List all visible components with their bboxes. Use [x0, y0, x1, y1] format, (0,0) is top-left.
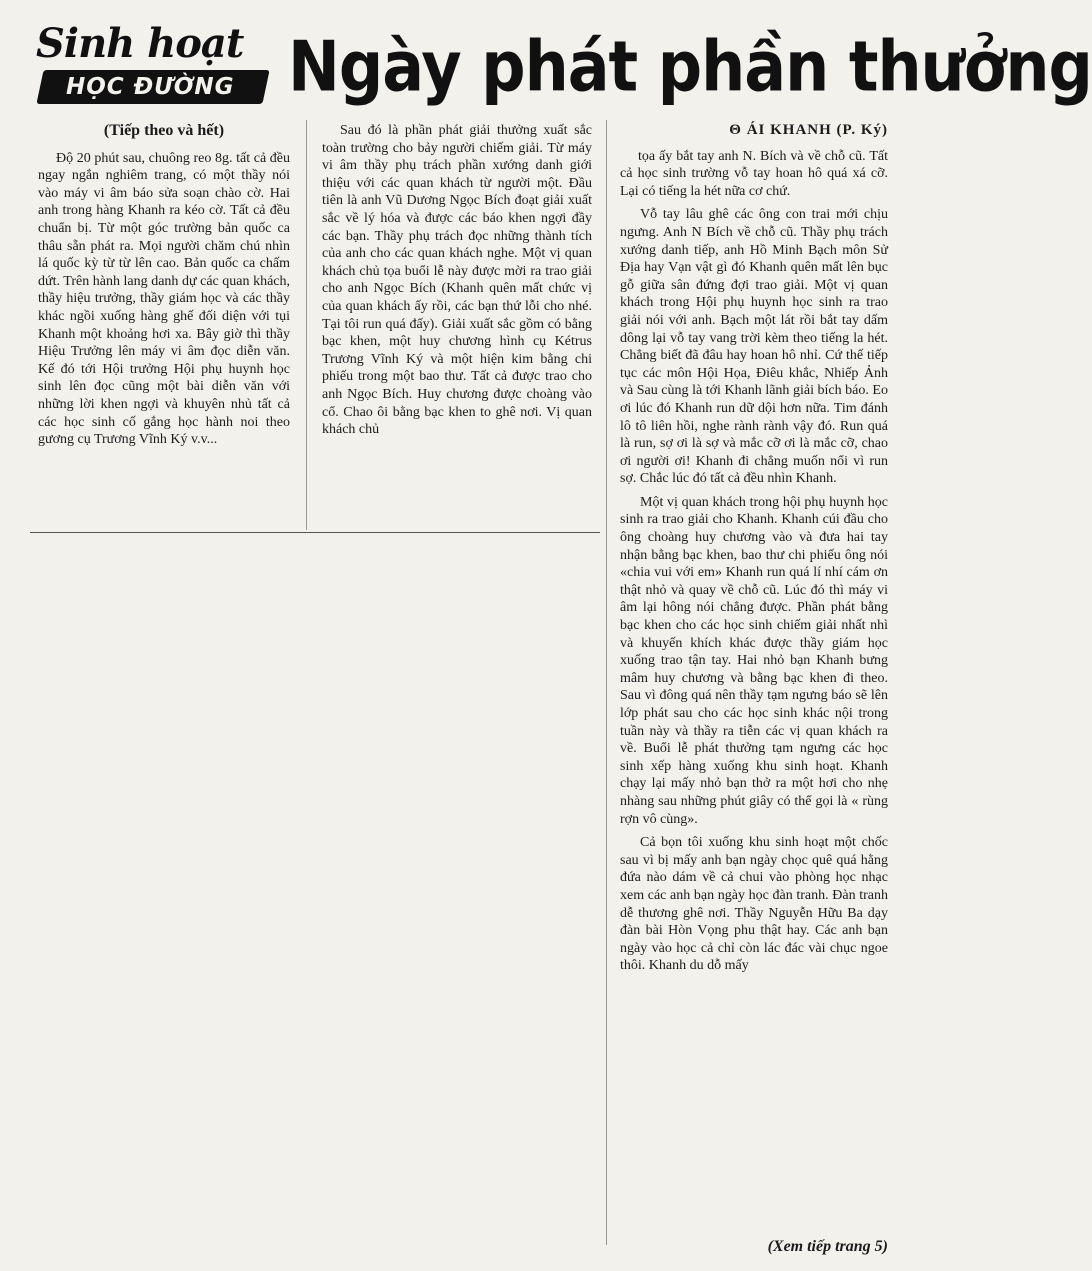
- column3-paragraph-4: Cả bọn tôi xuống khu sinh hoạt một chốc sau vì bị mấy anh bạn ngày chọc quê quá hằng đứa nào dám về cả chui vào phòng học nhạc xem các anh bạn ngày học đàn tranh. Đàn tranh dễ thương ghê nơi. Thầy Nguyễn Hữu Ba dạy đàn bài Hòn Vọng phu thật hay. Các anh bạn ngày vào học cả chỉ còn lác đác vài chục ngoe thôi. Khanh du dỗ mấy: [620, 835, 888, 974]
- continued-on-page-note: (Xem tiếp trang 5): [767, 1238, 888, 1255]
- article-column-2: [322, 122, 592, 439]
- column3-paragraph-2: Vỗ tay lâu ghê các ông con trai mới chịu ngưng. Anh N Bích về chỗ cũ. Thầy phụ trách xướng danh tiếp, anh Hồ Minh Bạch môn Sử Địa hay Vạn vật gì đó Khanh quên mất lên bục gỗ giữa sân đứng đợi trao giải. Một vị quan khách trong Hội phụ huynh học sinh ra trao giải nói với anh. Bạch một lát rồi bắt tay dấm dông lại vỗ tay vang trời kèm theo tiếng la hét. Chẳng biết đã đâu hay hoan hô nhỉ. Cứ thế tiếp tục các môn Hội Họa, Điêu khắc, Nhiếp Ảnh và Sau cùng là tới Khanh lãnh giải bích báo. Eo ơi lúc đó Khanh run dữ dội hơn nữa. Tim đánh lô tô liên hồi, nghe rành rành vậy đó. Run quá là run, sợ ơi là sợ và mắc cỡ ơi là mắc cỡ, chao ơi người ơi! Khanh đi chẳng muốn nổi vì run sợ. Chắc lúc đó tất cả đều nhìn Khanh.: [620, 207, 888, 487]
- column1-paragraph: Độ 20 phút sau, chuông reo 8g. tất cả đều ngay ngắn nghiêm trang, có một thầy nói vào máy vi âm báo sửa soạn chào cờ. Hai anh trong hàng Khanh ra kéo cờ. Tất cả đều chuẩn bị. Từ một góc trường bản quốc ca thâu sẵn phát ra. Mọi người chăm chú nhìn lá quốc kỳ từ từ lên cao. Bản quốc ca chấm dứt. Trên hành lang danh dự các quan khách, thầy hiệu trưởng, thầy giám học và các thầy khác ngồi xuống hàng ghế đối diện với tụi Khanh một khoảng hơi xa. Bây giờ thì thầy Hiệu Trưởng lên máy vi âm đọc diễn văn. Kế đó tới Hội trưởng Hội phụ huynh học sinh lên đọc cũng một bài diễn văn với những lời khen ngợi và khuyên nhủ tất cả các học sinh cố gắng học hành noi theo gương cụ Trương Vĩnh Ký v.v...: [38, 150, 290, 448]
- column-divider-1: [306, 120, 307, 530]
- column2-paragraph: Sau đó là phần phát giải thưởng xuất sắc toàn trường cho bảy người chiếm giải. Từ máy vi âm thầy phụ trách phần xướng danh giới thiệu với các quan khách từ người một. Đầu tiên là anh Vũ Dương Ngọc Bích đoạt giải xuất sắc về lý hóa và được các báo khen ngợi đầy các bạn. Thầy phụ trách đọc những thành tích của anh cho các quan khách nghe. Một vị quan khách chủ tọa buổi lễ này được mời ra trao giải cho anh Ngọc Bích (Khanh quên mất chức vị của quan khách ấy rồi, các bạn thứ lỗi cho nhé. Tại tôi run quá đấy). Giải xuất sắc gồm có bằng bạc khen, một huy chương hình cụ Kétrus Trương Vĩnh Ký và một hiện kim bằng chi phiếu trong một bao thư. Tất cả được trao cho anh Ngọc Bích. Huy chương được choàng vào cổ. Chao ôi bằng bạc khen to ghê nơi. Vị quan khách chủ: [322, 123, 592, 438]
- column1-bottom-rule: [30, 532, 600, 533]
- article-column-1: [38, 122, 290, 449]
- article-column-3: [620, 122, 888, 975]
- article-headline: Ngày phát phần thưởng: [288, 25, 1092, 108]
- column-divider-2: [606, 120, 607, 1245]
- section-logo: [30, 20, 270, 106]
- author-byline: Θ ÁI KHANH (P. Ký): [729, 122, 888, 138]
- continued-note: (Tiếp theo và hết): [103, 122, 225, 139]
- section-logo-band-text: HỌC ĐƯỜNG: [66, 74, 235, 100]
- section-logo-script: Sinh hoạt: [36, 20, 244, 67]
- column3-paragraph-1: tọa ấy bắt tay anh N. Bích và về chỗ cũ. Tất cả học sinh trường vỗ tay hoan hô quá xá cỡ. Lại có tiếng la hét nữa cơ chứ.: [620, 148, 888, 199]
- column3-paragraph-3: Một vị quan khách trong hội phụ huynh học sinh ra trao giải cho Khanh. Khanh cúi đầu cho ông choàng huy chương vào và đưa hai tay nhận bằng bạc khen, bao thư chi phiếu ông nói «chia vui với em» Khanh run quá lí nhí cám ơn thật nhỏ và quay về chỗ cũ. Lúc đó thì máy vi âm lại hông nói chẳng được. Phần phát bằng bạc khen cho các học sinh chiếm giải nhất nhì và khuyến khích khác được thầy giám học xuống trao tận tay. Hai nhỏ bạn Khanh bưng mâm huy chương và bằng bạc khen đi theo. Sau vì đông quá nên thầy tạm ngưng báo sẽ lên lớp phát sau cho các học sinh khác nội trong tuần này và thầy ra tiễn các vị quan khách ra về. Buổi lễ phát thưởng tạm ngưng các học sinh xếp hàng xuống khu sinh hoạt. Khanh chạy lại mấy nhỏ bạn thở ra một hơi cho nhẹ nhàng sau những phút giây có thể gọi là « rùng rợn vô cùng».: [620, 494, 888, 827]
